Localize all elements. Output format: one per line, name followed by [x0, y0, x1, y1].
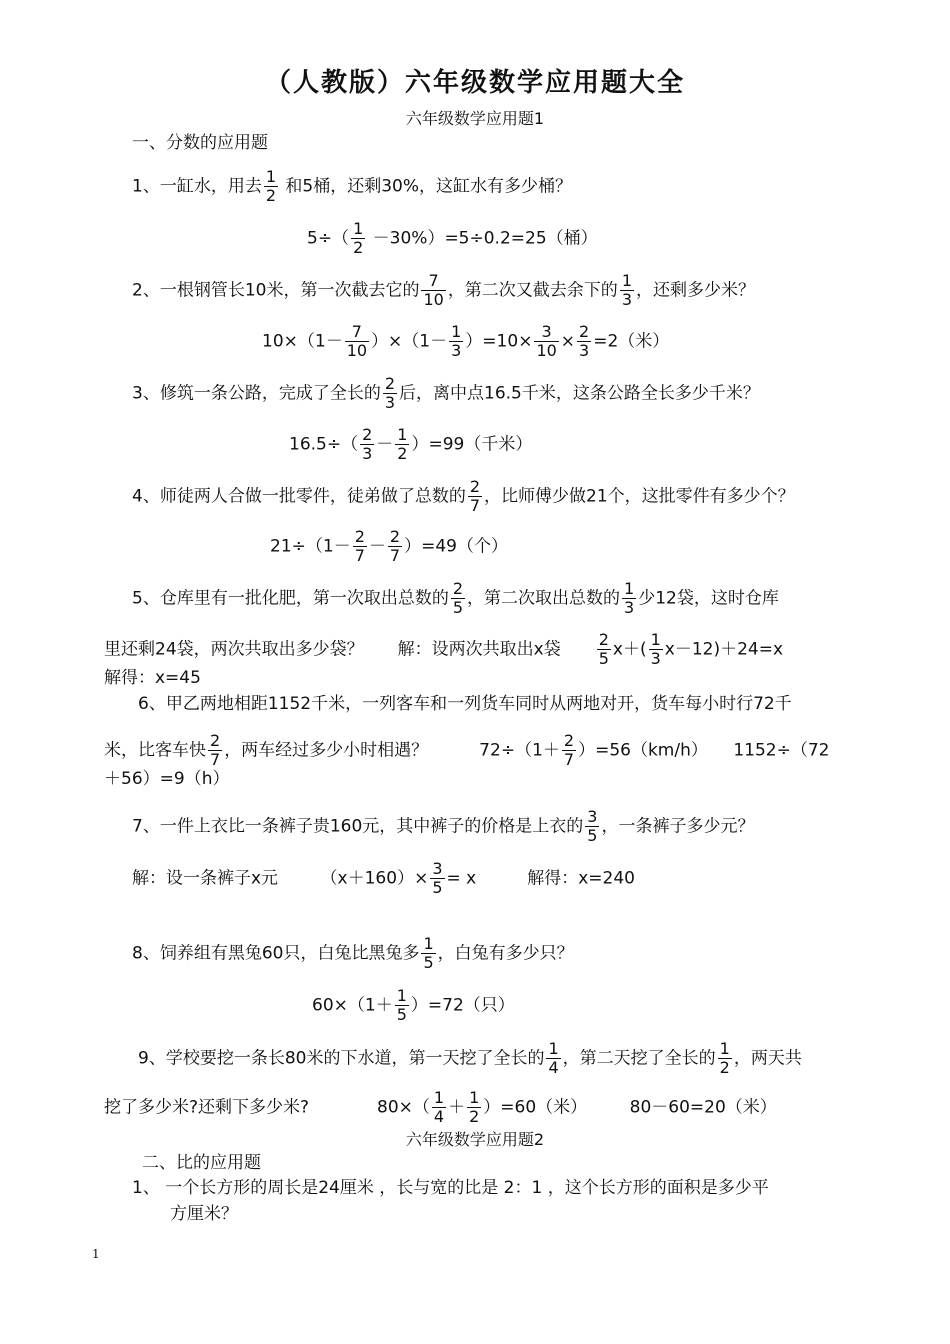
- answer-4: [270, 528, 508, 565]
- numerator: 7: [345, 323, 369, 342]
- denominator: 5: [587, 826, 598, 845]
- denominator: 3: [650, 649, 661, 668]
- fraction: [467, 1089, 481, 1126]
- denominator: 3: [579, 341, 590, 360]
- denominator: 7: [210, 750, 221, 769]
- denominator: 5: [598, 649, 609, 668]
- numerator: 1: [719, 1039, 730, 1058]
- text-segment: －: [376, 434, 394, 455]
- numerator: 2: [469, 477, 481, 496]
- answer-5: 解得：x=45: [104, 668, 201, 688]
- text-segment: －30%）=5÷0.2=25（桶）: [367, 228, 598, 249]
- denominator: 10: [346, 341, 368, 360]
- denominator: 3: [451, 341, 462, 360]
- ratio-question-1: 1、 一个长方形的周长是24厘米 ，长与宽的比是 2：1 ，这个长方形的面积是多少平: [132, 1178, 769, 1198]
- numerator: 2: [354, 527, 365, 546]
- answer-3: [289, 426, 532, 463]
- question-7: [132, 808, 754, 845]
- denominator: 7: [354, 546, 365, 565]
- numerator: 2: [598, 630, 609, 649]
- fraction: [585, 808, 599, 845]
- subtitle-2: 六年级数学应用题2: [405, 1130, 545, 1149]
- text-segment: 少12袋，这时仓库: [638, 588, 779, 609]
- ratio-question-1-continued: 方厘米？: [170, 1204, 238, 1224]
- fraction: [649, 631, 663, 668]
- text-segment: ，两车经过多少小时相遇？ 72÷（1＋: [224, 740, 560, 761]
- fraction: [360, 426, 374, 463]
- numerator: 1: [353, 219, 364, 238]
- denominator: 5: [423, 953, 434, 972]
- text-segment: ）=99（千米）: [411, 434, 533, 455]
- numerator: 3: [534, 323, 558, 342]
- answer-2: [262, 323, 669, 360]
- fraction: [534, 323, 558, 360]
- denominator: 5: [432, 878, 443, 897]
- text-segment: x－12)＋24=x: [664, 639, 784, 660]
- denominator: 10: [536, 341, 557, 360]
- fraction: [622, 580, 636, 617]
- text-segment: ＋: [448, 1097, 466, 1118]
- denominator: 5: [452, 598, 464, 617]
- text-segment: ，白兔有多少只？: [437, 943, 574, 964]
- text-segment: 里还剩24袋，两次共取出多少袋？ 解：设两次共取出x袋: [104, 639, 595, 660]
- text-segment: 3、修筑一条公路，完成了全长的: [132, 383, 381, 404]
- question-6-continued: [104, 732, 830, 769]
- text-segment: 5÷（: [307, 228, 350, 249]
- subtitle-1: 六年级数学应用题1: [405, 109, 545, 128]
- text-segment: 60×（1＋: [312, 995, 393, 1016]
- text-segment: x＋(: [612, 639, 647, 660]
- answer-8: [312, 987, 515, 1024]
- text-segment: ，还剩多少米？: [636, 280, 755, 301]
- text-segment: 1、一缸水，用去: [132, 176, 262, 197]
- numerator: 7: [421, 272, 445, 291]
- fraction: [451, 580, 465, 617]
- fraction: [421, 272, 445, 309]
- fraction: [351, 220, 365, 257]
- answer-1: [307, 220, 598, 257]
- fraction: [208, 732, 222, 769]
- denominator: 5: [396, 1005, 407, 1024]
- answer-7: [132, 860, 635, 897]
- fraction: [430, 860, 444, 897]
- text-segment: 10×（1－: [262, 331, 343, 352]
- text-segment: ）=56（km/h） 1152÷（72: [578, 740, 830, 761]
- text-segment: ，第二次又截去余下的: [447, 280, 618, 301]
- numerator: 2: [452, 579, 464, 598]
- denominator: 3: [384, 393, 396, 412]
- denominator: 7: [469, 496, 481, 515]
- numerator: 2: [389, 527, 401, 546]
- denominator: 3: [621, 290, 632, 309]
- fraction: [421, 935, 435, 972]
- fraction: [546, 1040, 560, 1077]
- text-segment: 8、饲养组有黑兔60只，白兔比黑兔多: [132, 943, 420, 964]
- numerator: 2: [579, 322, 590, 341]
- fraction: [468, 478, 482, 515]
- denominator: 2: [353, 238, 364, 257]
- numerator: 1: [624, 579, 635, 598]
- denominator: 2: [397, 444, 408, 463]
- numerator: 1: [265, 167, 277, 186]
- fraction: [345, 323, 369, 360]
- text-segment: ，两天共: [733, 1048, 802, 1069]
- fraction: [353, 528, 367, 565]
- fraction: [388, 528, 402, 565]
- text-segment: 5、仓库里有一批化肥，第一次取出总数的: [132, 588, 449, 609]
- fraction: [395, 426, 409, 463]
- denominator: 3: [624, 598, 635, 617]
- fraction: [718, 1040, 732, 1077]
- text-segment: 米，比客车快: [104, 740, 206, 761]
- numerator: 2: [563, 731, 575, 750]
- fraction: [432, 1089, 446, 1126]
- text-segment: 和5桶，还剩30%，这缸水有多少桶？: [280, 176, 573, 197]
- question-5: [132, 580, 779, 617]
- denominator: 3: [362, 444, 373, 463]
- numerator: 3: [432, 859, 443, 878]
- text-segment: 4、师徒两人合做一批零件，徒弟做了总数的: [132, 486, 466, 507]
- text-segment: ，第二天挖了全长的: [562, 1048, 716, 1069]
- fraction: [562, 732, 576, 769]
- denominator: 2: [265, 186, 277, 205]
- question-6: 6、甲乙两地相距1152千米，一列客车和一列货车同时从两地对开，货车每小时行72千: [138, 694, 792, 714]
- numerator: 1: [451, 322, 462, 341]
- page-number: 1: [92, 1247, 100, 1261]
- numerator: 1: [396, 986, 407, 1005]
- numerator: 2: [210, 731, 221, 750]
- fraction: [449, 323, 463, 360]
- question-5-continued: [104, 631, 783, 668]
- fraction: [264, 168, 278, 205]
- numerator: 1: [548, 1039, 559, 1058]
- text-segment: 挖了多少米?还剩下多少米? 80×（: [104, 1097, 430, 1118]
- denominator: 7: [563, 750, 575, 769]
- text-segment: ，比师傅少做21个，这批零件有多少个？: [484, 486, 795, 507]
- fraction: [395, 987, 409, 1024]
- text-segment: －: [368, 536, 386, 557]
- question-1: [132, 168, 572, 205]
- denominator: 7: [389, 546, 401, 565]
- text-segment: 后，离中点16.5千米，这条公路全长多少千米？: [399, 383, 760, 404]
- denominator: 10: [423, 290, 444, 309]
- text-segment: ）=72（只）: [410, 995, 515, 1016]
- text-segment: =2（米）: [593, 331, 670, 352]
- text-segment: 16.5÷（: [289, 434, 359, 455]
- numerator: 1: [621, 271, 632, 290]
- question-8: [132, 935, 574, 972]
- fraction: [597, 631, 611, 668]
- text-segment: 7、一件上衣比一条裤子贵160元，其中裤子的价格是上衣的: [132, 816, 584, 837]
- denominator: 2: [719, 1058, 730, 1077]
- denominator: 4: [548, 1058, 559, 1077]
- fraction: [383, 375, 397, 412]
- numerator: 2: [384, 374, 396, 393]
- text-segment: ，第二次取出总数的: [467, 588, 621, 609]
- question-4: [132, 478, 795, 515]
- text-segment: ×: [560, 331, 576, 352]
- text-segment: ，一条裤子多少元？: [601, 816, 755, 837]
- section-heading-fractions: 一、分数的应用题: [132, 133, 268, 153]
- numerator: 1: [469, 1088, 480, 1107]
- question-2: [132, 272, 755, 309]
- text-segment: 9、学校要挖一条长80米的下水道，第一天挖了全长的: [138, 1048, 545, 1069]
- question-9-continued: [104, 1089, 777, 1126]
- numerator: 1: [423, 934, 434, 953]
- text-segment: ）=10×: [465, 331, 533, 352]
- document-title: （人教版）六年级数学应用题大全: [264, 68, 685, 98]
- section-heading-ratio: 二、比的应用题: [142, 1153, 261, 1173]
- numerator: 2: [362, 425, 373, 444]
- text-segment: 2、一根钢管长10米，第一次截去它的: [132, 280, 420, 301]
- denominator: 2: [469, 1107, 480, 1126]
- question-3: [132, 375, 760, 412]
- denominator: 4: [433, 1107, 445, 1126]
- text-segment: ）=49（个）: [404, 536, 508, 557]
- numerator: 3: [587, 807, 598, 826]
- text-segment: ）=60（米） 80－60=20（米）: [483, 1097, 777, 1118]
- fraction: [620, 272, 634, 309]
- text-segment: ）×（1－: [371, 331, 448, 352]
- text-segment: 21÷（1－: [270, 536, 351, 557]
- text-segment: 解：设一条裤子x元 （x＋160）×: [132, 868, 429, 889]
- fraction: [577, 323, 591, 360]
- numerator: 1: [433, 1088, 445, 1107]
- answer-6: ＋56）=9（h）: [104, 769, 230, 789]
- numerator: 1: [650, 630, 661, 649]
- numerator: 1: [397, 425, 408, 444]
- text-segment: = x 解得：x=240: [446, 868, 635, 889]
- question-9: [138, 1040, 802, 1077]
